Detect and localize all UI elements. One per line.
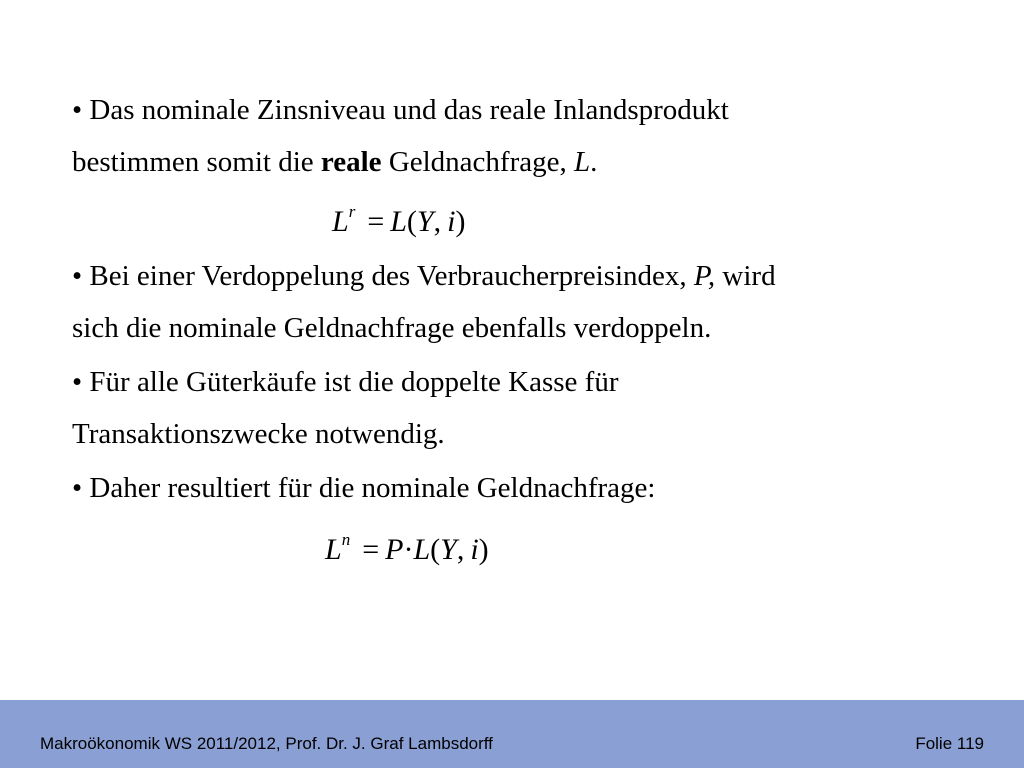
formula-nominal-money-demand (325, 530, 489, 570)
text-segment: Geldnachfrage, (381, 146, 574, 178)
paragraph-transactions (72, 356, 982, 460)
formula-lhs: L (325, 533, 342, 566)
formula-paren-open: ( (430, 533, 441, 566)
symbol-l: L (574, 146, 591, 178)
formula-superscript: r (348, 202, 356, 221)
paragraph-nominal-demand (72, 462, 982, 514)
formula-lhs: L (332, 205, 349, 238)
paragraph-line: • Für alle Güterkäufe ist die doppelte Kasse für (72, 366, 619, 398)
formula-comma: , (456, 533, 465, 566)
formula-function: L (413, 533, 431, 566)
formula-arg-i: i (470, 533, 479, 566)
footer-course-info: Makroökonomik WS 2011/2012, Prof. Dr. J. Graf Lambsdorff (40, 734, 493, 753)
text-segment: . (590, 146, 598, 178)
formula-arg-i: i (447, 205, 456, 238)
formula-arg-y: Y (440, 533, 457, 566)
bold-text: reale (320, 146, 382, 178)
paragraph-line (72, 136, 982, 188)
formula-superscript: n (341, 530, 351, 549)
paragraph-line: sich die nominale Geldnachfrage ebenfalls verdoppeln. (72, 312, 712, 344)
footer-slide-number: Folie 119 (915, 734, 984, 753)
text-segment: • Bei einer Verdoppelung des Verbraucherpreisindex, (72, 260, 694, 292)
formula-equals: = (367, 205, 385, 238)
formula-paren-close: ) (478, 533, 489, 566)
formula-multiply-dot: · (403, 533, 414, 566)
formula-real-money-demand (332, 202, 465, 242)
footer-bar (0, 700, 1024, 768)
paragraph-nominal-interest (72, 84, 982, 188)
formula-function: L (390, 205, 407, 238)
paragraph-line (72, 250, 982, 302)
text-segment: wird (715, 260, 776, 292)
paragraph-line: Transaktionszwecke notwendig. (72, 418, 445, 450)
formula-price-level: P (385, 533, 404, 566)
paragraph-price-index (72, 250, 982, 354)
formula-arg-y: Y (416, 205, 434, 238)
symbol-p: P, (693, 260, 716, 292)
paragraph-line: • Daher resultiert für die nominale Geldnachfrage: (72, 472, 656, 504)
formula-paren-open: ( (406, 205, 417, 238)
formula-comma: , (433, 205, 442, 238)
formula-equals: = (362, 533, 380, 566)
text-segment: bestimmen somit die (72, 146, 321, 178)
paragraph-line: • Das nominale Zinsniveau und das reale Inlandsprodukt (72, 94, 729, 126)
formula-paren-close: ) (455, 205, 466, 238)
